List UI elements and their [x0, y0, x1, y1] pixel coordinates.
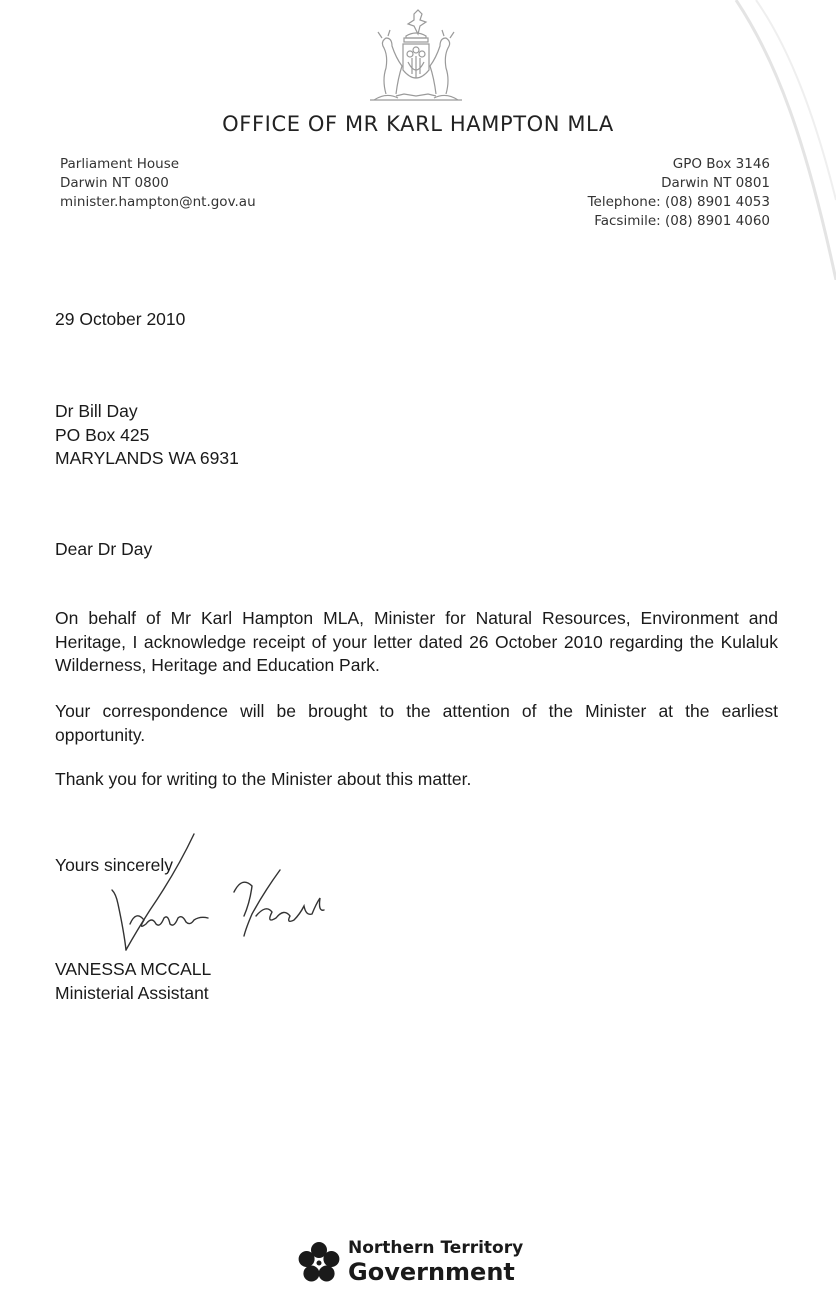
coat-of-arms-icon	[356, 8, 476, 108]
address-line: GPO Box 3146	[672, 156, 770, 172]
body-paragraph: Thank you for writing to the Minister about this matter.	[55, 769, 472, 789]
body-paragraph: On behalf of Mr Karl Hampton MLA, Minister for Natural Resources, Environment and Heritage, I acknowledge receipt of your letter dated 26 October 2010 regarding the Kulaluk Wilderness, Heritage and Education Park.	[55, 608, 778, 675]
sender-address-right	[588, 155, 770, 231]
handwritten-signature	[66, 832, 336, 962]
logo-line-1: Northern Territory	[348, 1238, 524, 1258]
closing: Yours sincerely	[55, 855, 174, 875]
signatory-name: VANESSA MCCALL	[55, 959, 212, 979]
nt-flower-logo-icon	[296, 1240, 342, 1286]
facsimile: Facsimile: (08) 8901 4060	[594, 213, 770, 229]
recipient-line: MARYLANDS WA 6931	[55, 448, 239, 468]
recipient-line: PO Box 425	[55, 424, 150, 445]
government-logo-text	[348, 1238, 523, 1286]
email-address: minister.hampton@nt.gov.au	[60, 194, 256, 210]
paper-crease	[716, 0, 836, 280]
recipient-address	[55, 400, 778, 471]
address-line: Darwin NT 0801	[661, 175, 770, 191]
office-title: OFFICE OF MR KARL HAMPTON MLA	[222, 112, 614, 136]
telephone: Telephone: (08) 8901 4053	[587, 194, 770, 210]
salutation: Dear Dr Day	[55, 539, 153, 559]
letter-date: 29 October 2010	[55, 309, 186, 329]
address-line: Parliament House	[60, 156, 180, 172]
signatory-title: Ministerial Assistant	[55, 983, 209, 1003]
body-paragraph: Your correspondence will be brought to the attention of the Minister at the earliest opportunity.	[55, 701, 778, 745]
sender-address-left	[60, 155, 256, 212]
recipient-line: Dr Bill Day	[55, 401, 138, 421]
logo-line-2: Government	[348, 1258, 515, 1286]
address-line: Darwin NT 0800	[60, 175, 169, 191]
